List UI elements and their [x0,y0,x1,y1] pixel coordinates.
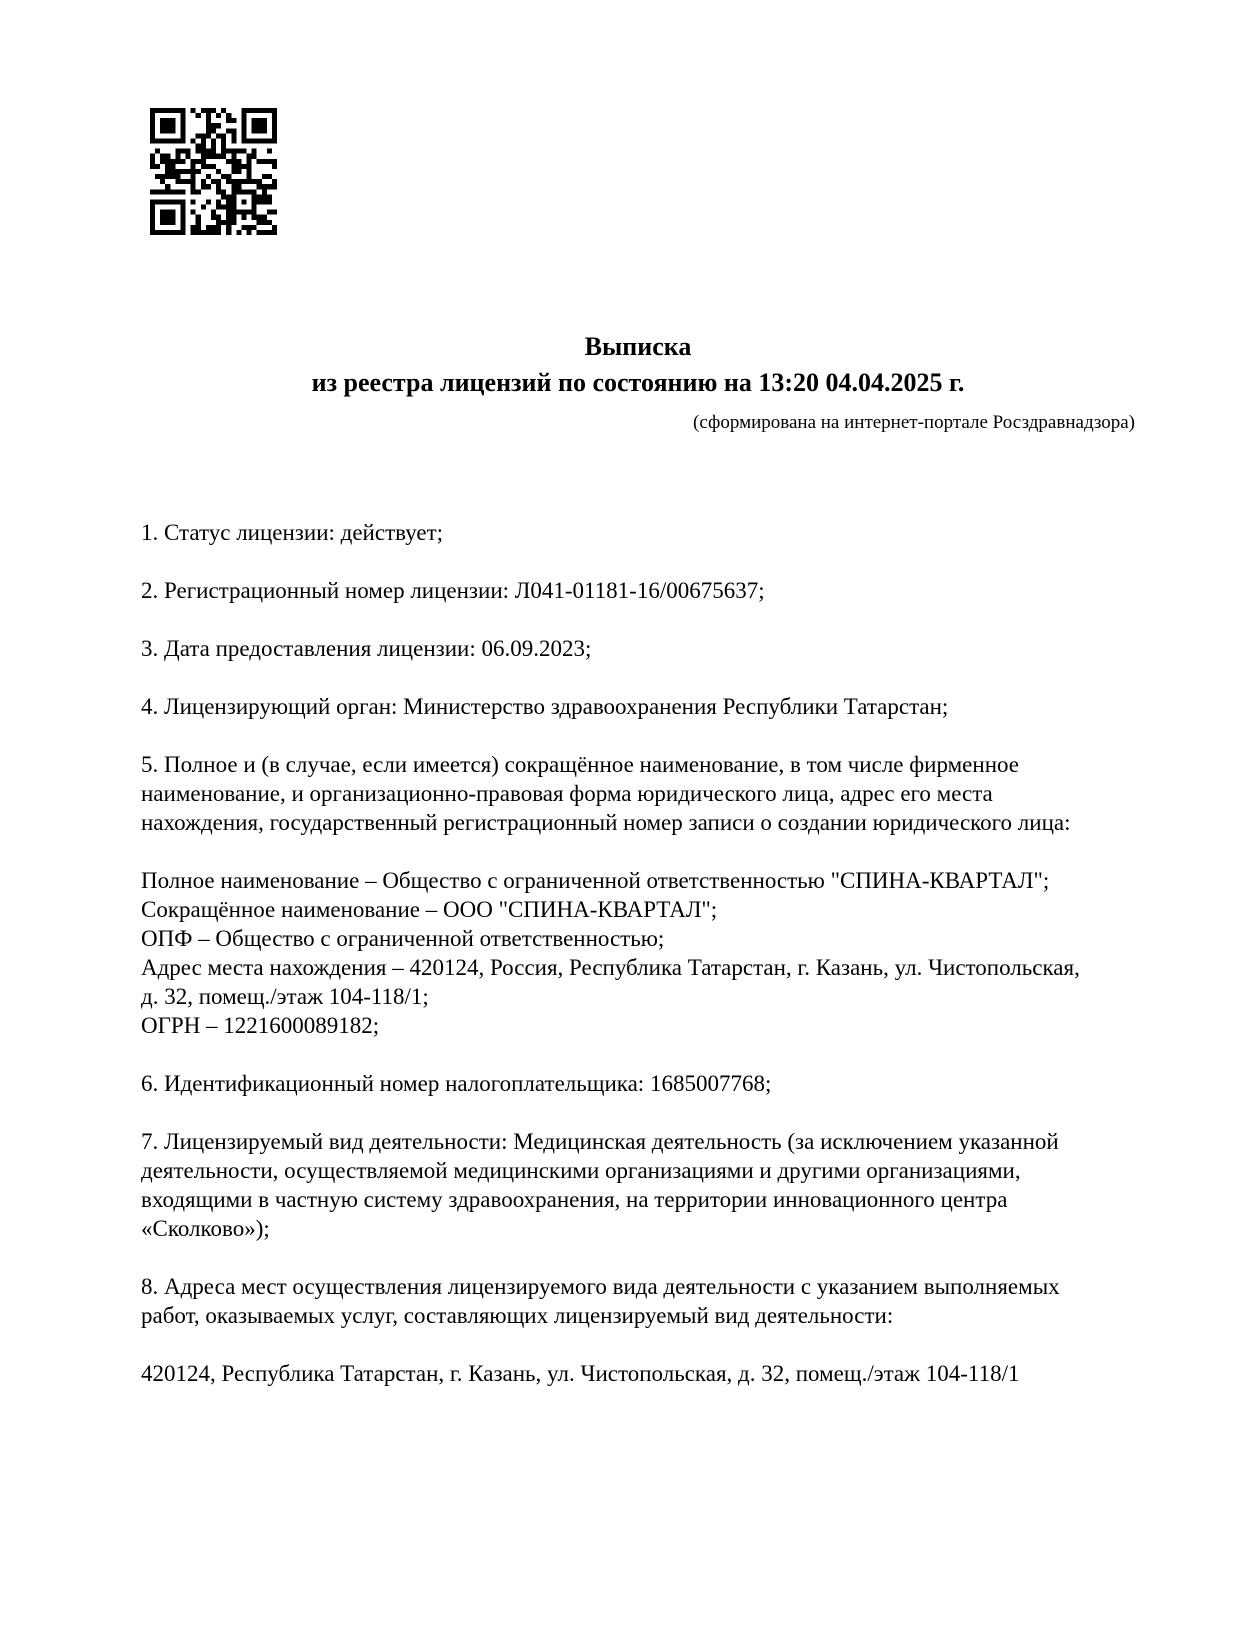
paragraph-6: Полное наименование – Общество с ограниченной ответственностью "СПИНА-КВАРТАЛ"; Сокращённое наименование – ООО "СПИНА-КВАРТАЛ"; ОПФ – Общество с ограниченной ответственностью; Адрес места нахождения – 420124, Россия, Республика Татарстан, г. Казань, ул. Чистопольская, д. 32, помещ./этаж 104-118/1; ОГРН – 1221600089182; [141,868,1080,1038]
paragraph-3: 3. Дата предоставления лицензии: 06.09.2023; [141,636,592,661]
document-title [141,329,1135,401]
paragraph-7: 6. Идентификационный номер налогоплательщика: 1685007768; [141,1071,772,1096]
paragraph-4: 4. Лицензирующий орган: Министерство здравоохранения Республики Татарстан; [141,694,949,719]
paragraph-10: 420124, Республика Татарстан, г. Казань, ул. Чистопольская, д. 32, помещ./этаж 104-118/1 [141,1361,1020,1386]
paragraph-8: 7. Лицензируемый вид деятельности: Медицинская деятельность (за исключением указанной деятельности, осуществляемой медицинскими организациями и другими организациями, входящими в частную систему здравоохранения, на территории инновационного центра «Сколково»); [141,1129,1059,1241]
title-line-2: из реестра лицензий по состоянию на 13:20 04.04.2025 г. [311,368,965,397]
paragraph-9: 8. Адреса мест осуществления лицензируемого вида деятельности с указанием выполняемых работ, оказываемых услуг, составляющих лицензируемый вид деятельности: [141,1274,1060,1328]
paragraph-2: 2. Регистрационный номер лицензии: Л041-01181-16/00675637; [141,578,765,603]
document-subtitle: (сформирована на интернет-портале Росздравнадзора) [693,412,1135,433]
title-line-1: Выписка [584,332,692,361]
document-body [141,518,1135,1388]
paragraph-1: 1. Статус лицензии: действует; [141,520,444,545]
paragraph-5: 5. Полное и (в случае, если имеется) сокращённое наименование, в том числе фирменное наименование, и организационно-правовая форма юридического лица, адрес его места нахождения, государственный регистрационный номер записи о создании юридического лица: [141,752,1071,835]
qr-code [150,108,277,235]
